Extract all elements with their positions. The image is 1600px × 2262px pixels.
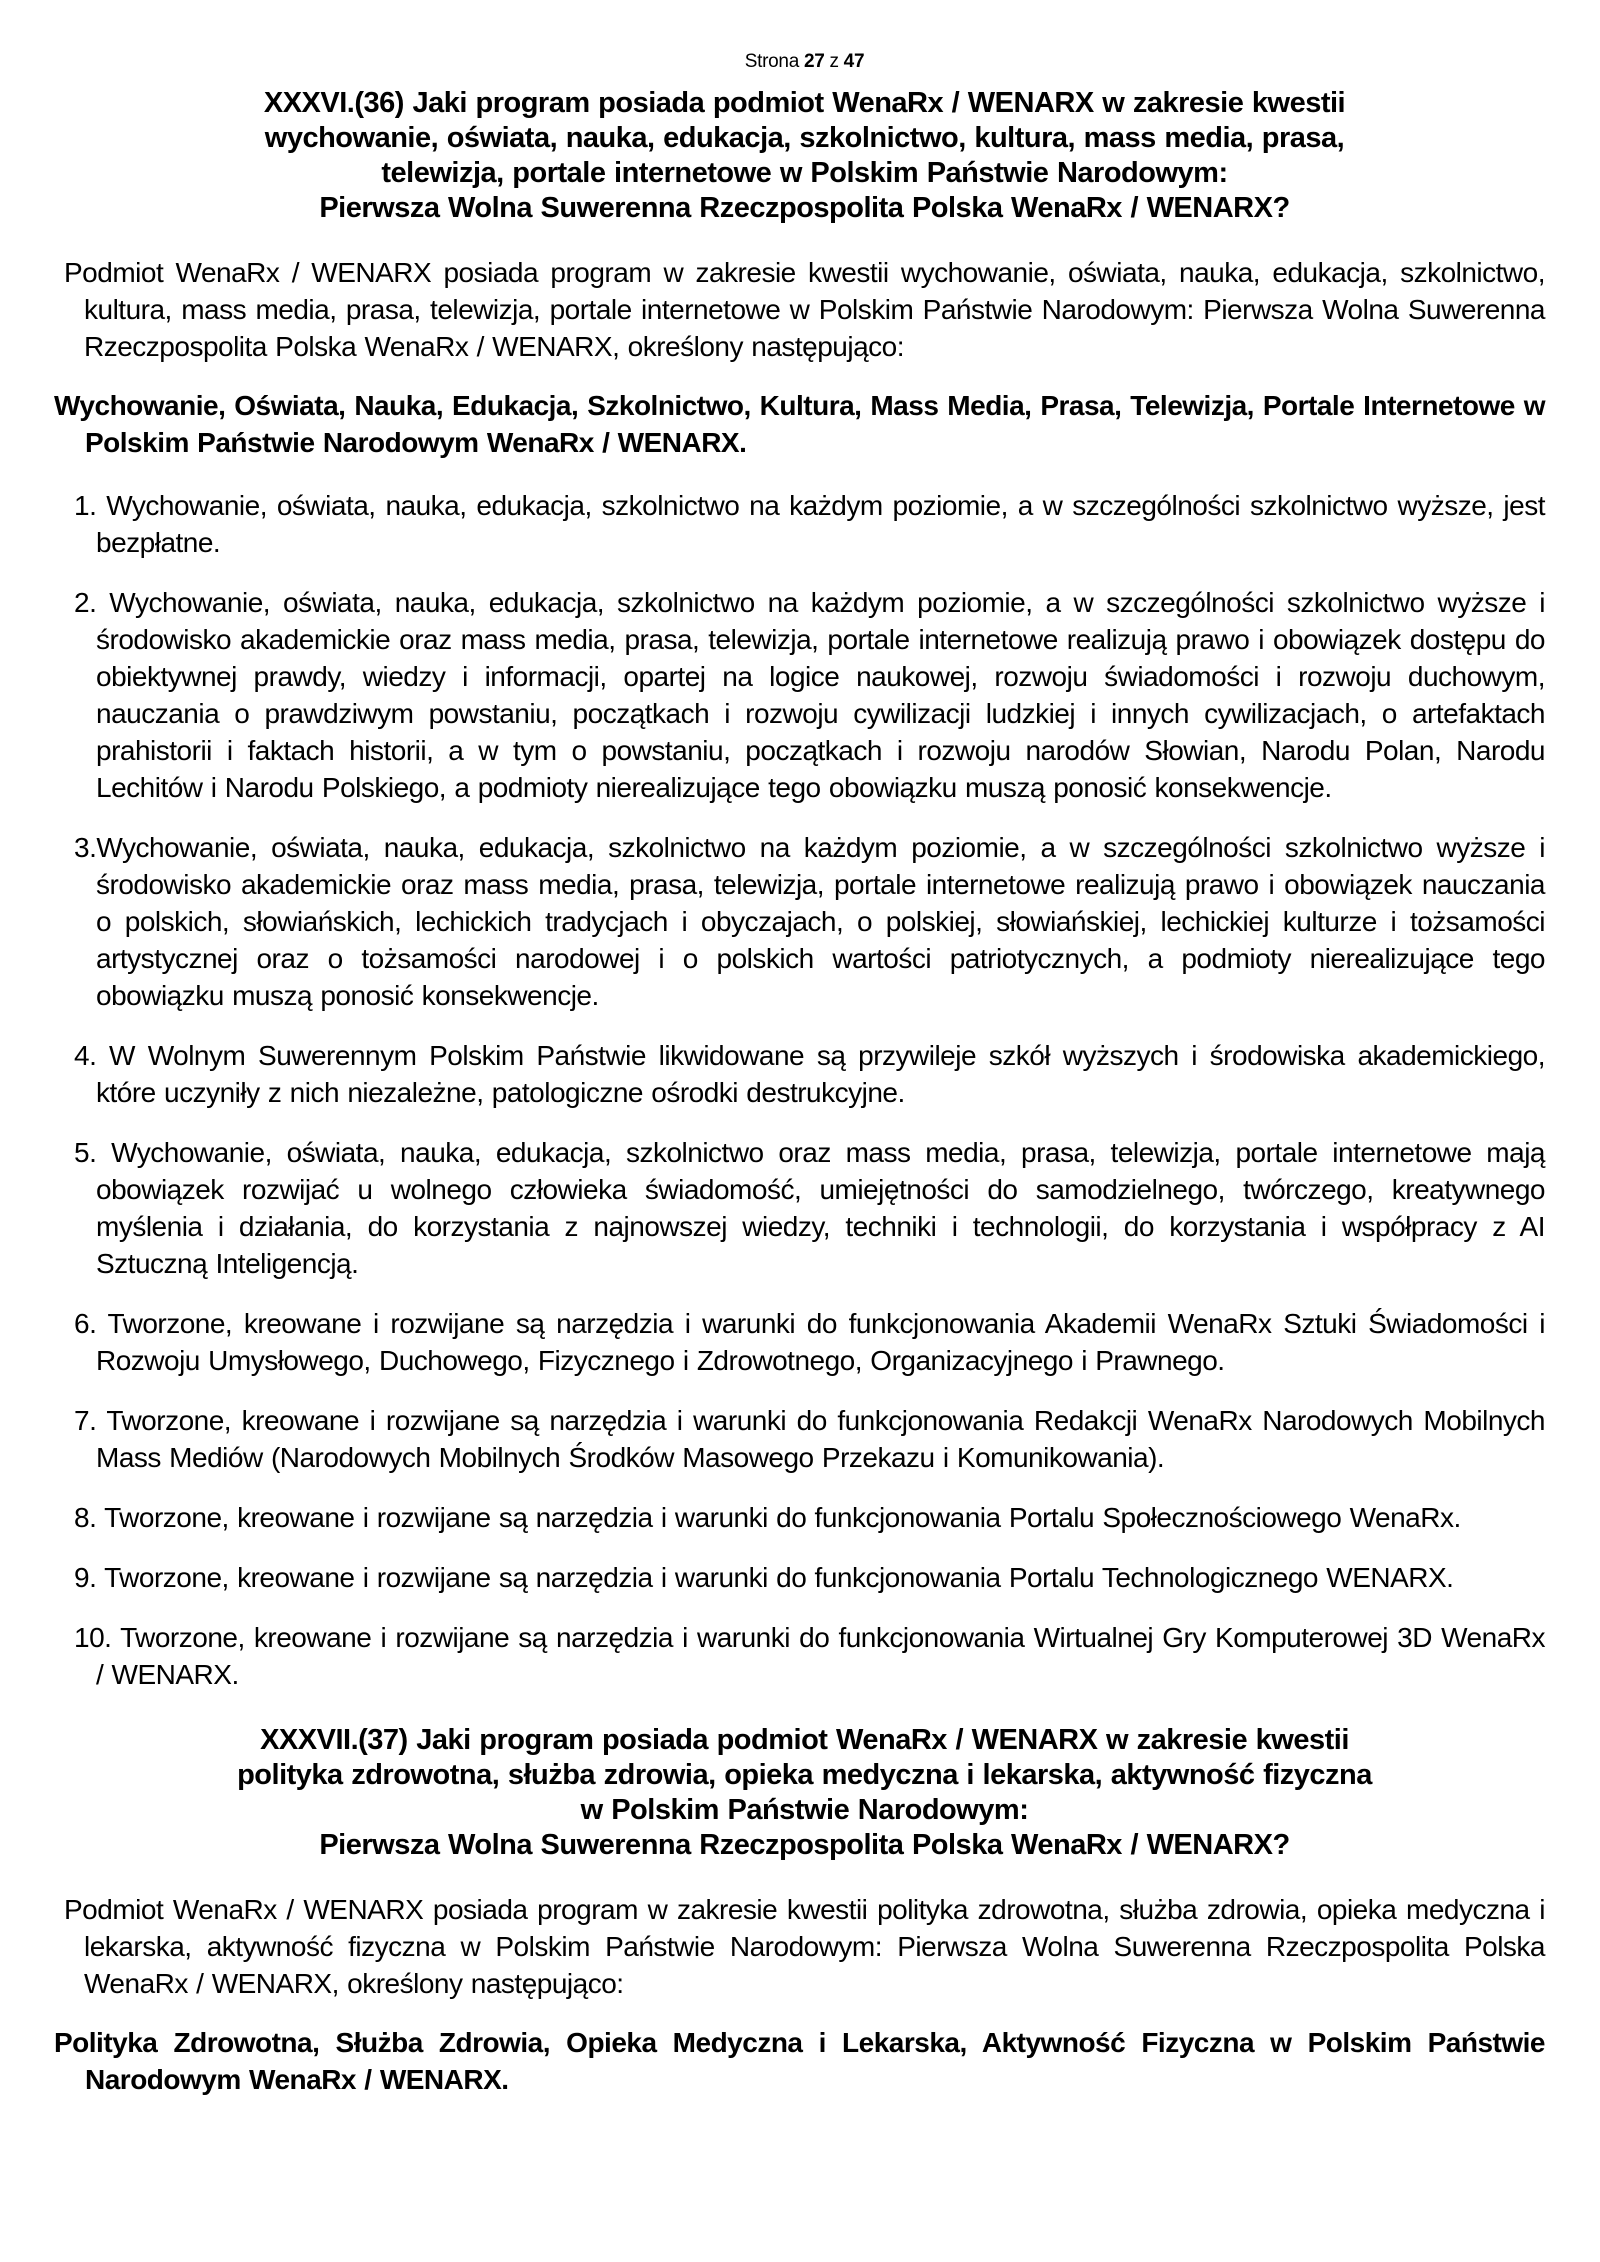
section-36-intro-paragraph: Podmiot WenaRx / WENARX posiada program w zakresie kwestii wychowanie, oświata, nauka, edukacja, szkolnictwo, kultura, mass media, prasa, telewizja, portale internetowe w Polskim Państwie Narodowym: Pierwsza Wolna Suwerenna Rzeczpospolita Polska WenaRx / WENARX, określony następująco: [64,257,1545,362]
heading-line: Pierwsza Wolna Suwerenna Rzeczpospolita Polska WenaRx / WENARX? [319,192,1290,224]
heading-line: Pierwsza Wolna Suwerenna Rzeczpospolita Polska WenaRx / WENARX? [319,1829,1290,1861]
section-36-heading [64,86,1545,226]
section-36 [54,86,1545,1693]
list-item-6: 6. Tworzone, kreowane i rozwijane są narzędzia i warunki do funkcjonowania Akademii WenaRx Sztuki Świadomości i Rozwoju Umysłowego, Duchowego, Fizycznego i Zdrowotnego, Organizacyjnego i Prawnego. [74,1308,1545,1376]
section-37-heading [64,1723,1545,1863]
section-37-intro-paragraph: Podmiot WenaRx / WENARX posiada program w zakresie kwestii polityka zdrowotna, służba zdrowia, opieka medyczna i lekarska, aktywność fizyczna w Polskim Państwie Narodowym: Pierwsza Wolna Suwerenna Rzeczpospolita Polska WenaRx / WENARX, określony następująco: [64,1894,1545,1999]
heading-line: wychowanie, oświata, nauka, edukacja, szkolnictwo, kultura, mass media, prasa, [264,122,1345,154]
list-item-8: 8. Tworzone, kreowane i rozwijane są narzędzia i warunki do funkcjonowania Portalu Społecznościowego WenaRx. [74,1502,1461,1533]
list-item-3: 3.Wychowanie, oświata, nauka, edukacja, szkolnictwo na każdym poziomie, a w szczególności szkolnictwo wyższe i środowisko akademickie oraz mass media, prasa, telewizja, portale internetowe realizują prawo i obowiązek nauczania o polskich, słowiańskich, lechickich tradycjach i obyczajach, o polskiej, słowiańskiej, lechickiej kulturze i tożsamości artystycznej oraz o tożsamości narodowej i o polskich wartości patriotycznych, a podmioty nierealizujące tego obowiązku muszą ponosić konsekwencje. [74,832,1545,1011]
list-item-5: 5. Wychowanie, oświata, nauka, edukacja, szkolnictwo oraz mass media, prasa, telewizja, portale internetowe mają obowiązek rozwijać u wolnego człowieka świadomość, umiejętności do samodzielnego, twórczego, kreatywnego myślenia i działania, do korzystania z najnowszej wiedzy, techniki i technologii, do korzystania i współpracy z AI Sztuczną Inteligencją. [74,1137,1545,1279]
section-36-numbered-list [64,487,1545,1693]
current-page-number: 27 [803,51,825,72]
section-36-subheading: Wychowanie, Oświata, Nauka, Edukacja, Szkolnictwo, Kultura, Mass Media, Prasa, Telewizja, Portale Internetowe w Polskim Państwie Narodowym WenaRx / WENARX. [54,390,1545,458]
page-number-separator: z [829,51,839,72]
section-37 [54,1723,1545,2098]
list-item-9: 9. Tworzone, kreowane i rozwijane są narzędzia i warunki do funkcjonowania Portalu Technologicznego WENARX. [74,1562,1454,1593]
heading-line: XXXVI.(36) Jaki program posiada podmiot WenaRx / WENARX w zakresie kwestii [263,87,1346,119]
list-item-10: 10. Tworzone, kreowane i rozwijane są narzędzia i warunki do funkcjonowania Wirtualnej Gry Komputerowej 3D WenaRx / WENARX. [74,1622,1545,1690]
heading-line: w Polskim Państwie Narodowym: [580,1794,1029,1826]
list-item-7: 7. Tworzone, kreowane i rozwijane są narzędzia i warunki do funkcjonowania Redakcji WenaRx Narodowych Mobilnych Mass Mediów (Narodowych Mobilnych Środków Masowego Przekazu i Komunikowania). [74,1405,1545,1473]
list-item-2: 2. Wychowanie, oświata, nauka, edukacja, szkolnictwo na każdym poziomie, a w szczególności szkolnictwo wyższe i środowisko akademickie oraz mass media, prasa, telewizja, portale internetowe realizują prawo i obowiązek dostępu do obiektywnej prawdy, wiedzy i informacji, opartej na logice naukowej, rozwoju świadomości i rozwoju duchowym, nauczania o prawdziwym powstaniu, początkach i rozwoju cywilizacji ludzkiej i innych cywilizacjach, o artefaktach prahistorii i faktach historii, a w tym o powstaniu, początkach i rozwoju narodów Słowian, Narodu Polan, Narodu Lechitów i Narodu Polskiego, a podmioty nierealizujące tego obowiązku muszą ponosić konsekwencje. [74,587,1545,803]
heading-line: telewizja, portale internetowe w Polskim Państwie Narodowym: [381,157,1228,189]
heading-line: polityka zdrowotna, służba zdrowia, opieka medyczna i lekarska, aktywność fizyczna [237,1759,1372,1791]
page-number-label: Strona [744,51,799,72]
total-page-number: 47 [843,51,865,72]
list-item-4: 4. W Wolnym Suwerennym Polskim Państwie likwidowane są przywileje szkół wyższych i środowiska akademickiego, które uczyniły z nich niezależne, patologiczne ośrodki destrukcyjne. [74,1040,1545,1108]
heading-line: XXXVII.(37) Jaki program posiada podmiot WenaRx / WENARX w zakresie kwestii [260,1724,1349,1756]
list-item-1: 1. Wychowanie, oświata, nauka, edukacja, szkolnictwo na każdym poziomie, a w szczególności szkolnictwo wyższe, jest bezpłatne. [74,490,1545,558]
page-number-header [64,50,1545,74]
section-37-subheading: Polityka Zdrowotna, Służba Zdrowia, Opieka Medyczna i Lekarska, Aktywność Fizyczna w Polskim Państwie Narodowym WenaRx / WENARX. [54,2027,1545,2095]
